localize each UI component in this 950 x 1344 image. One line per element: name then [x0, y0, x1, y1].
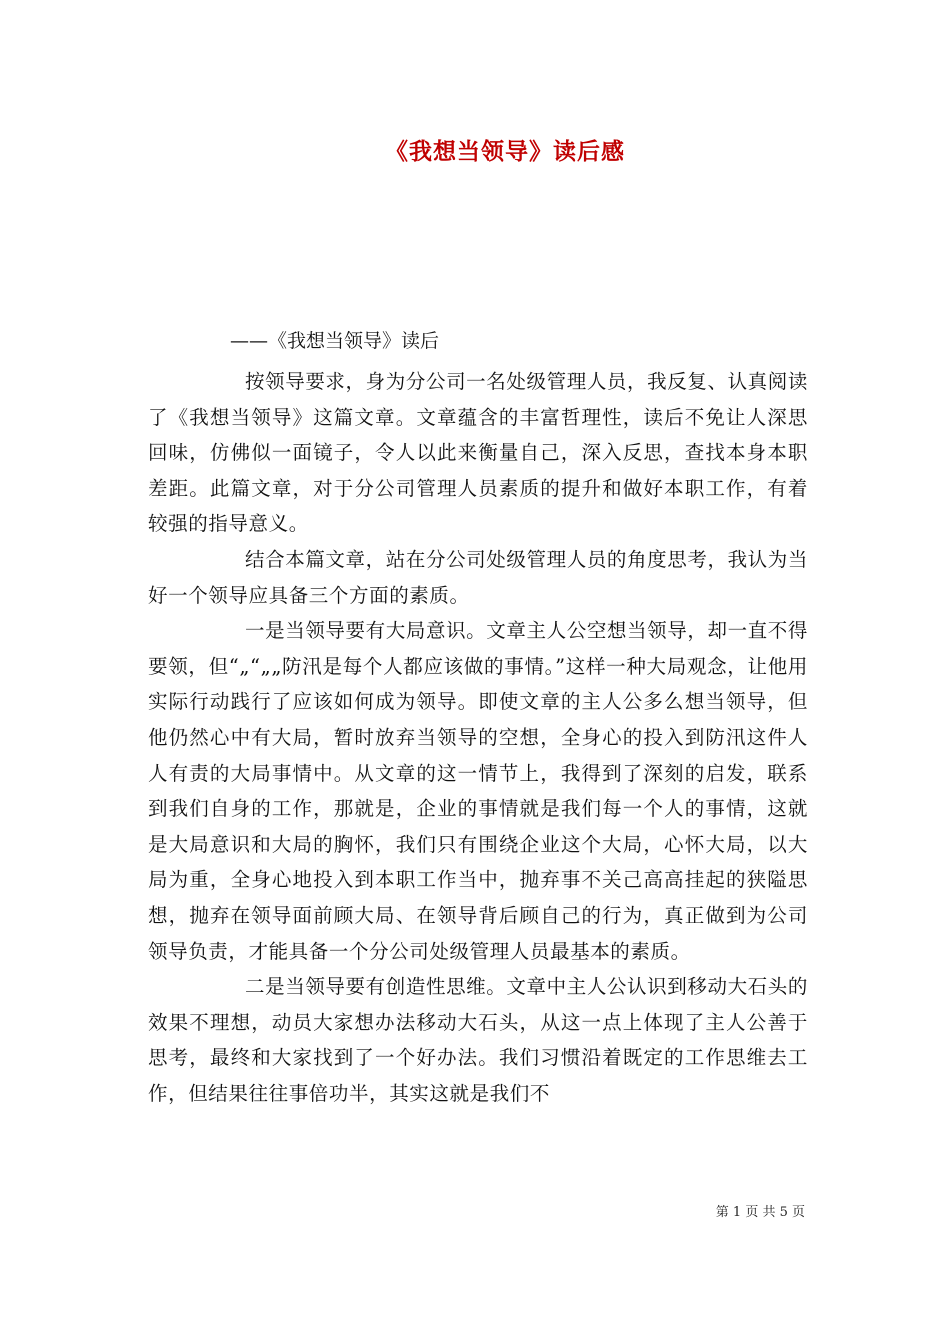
paragraph-4: 二是当领导要有创造性思维。文章中主人公认识到移动大石头的效果不理想，动员大家想办法移动大石头，从这一点上体现了主人公善于思考，最终和大家找到了一个好办法。我们习惯沿着既定的工作思维去工作，但结果往往事倍功半，其实这就是我们不 [148, 975, 808, 1105]
paragraph-3: 一是当领导要有大局意识。文章主人公空想当领导，却一直不得要领，但“„“„„防汛是每个人都应该做的事情。”这样一种大局观念，让他用实际行动践行了应该如何成为领导。即使文章的主人公多么想当领导，但他仍然心中有大局，暂时放弃当领导的空想，全身心的投入到防汛这件人人有责的大局事情中。从文章的这一情节上，我得到了深刻的启发，联系到我们自身的工作，那就是，企业的事情就是我们每一个人的事情，这就是大局意识和大局的胸怀，我们只有围绕企业这个大局，心怀大局，以大局为重，全身心地投入到本职工作当中，抛弃事不关己高高挂起的狭隘思想，抛弃在领导面前顾大局、在领导背后顾自己的行为，真正做到为公司领导负责，才能具备一个分公司处级管理人员最基本的素质。 [148, 619, 808, 963]
paragraph-2: 结合本篇文章，站在分公司处级管理人员的角度思考，我认为当好一个领导应具备三个方面的素质。 [148, 547, 808, 607]
page-number-label: 第 1 页 共 5 页 [715, 1205, 805, 1220]
paragraph-1: 按领导要求，身为分公司一名处级管理人员，我反复、认真阅读了《我想当领导》这篇文章。文章蕴含的丰富哲理性，读后不免让人深思回味，仿佛似一面镜子，令人以此来衡量自己，深入反思，查找本身本职差距。此篇文章，对于分公司管理人员素质的提升和做好本职工作，有着较强的指导意义。 [148, 370, 808, 536]
document-title: 《我想当领导》读后感 [385, 138, 625, 165]
document-subtitle: ——《我想当领导》读后 [230, 330, 440, 352]
page-footer [0, 1201, 950, 1220]
document-body [148, 364, 808, 1111]
